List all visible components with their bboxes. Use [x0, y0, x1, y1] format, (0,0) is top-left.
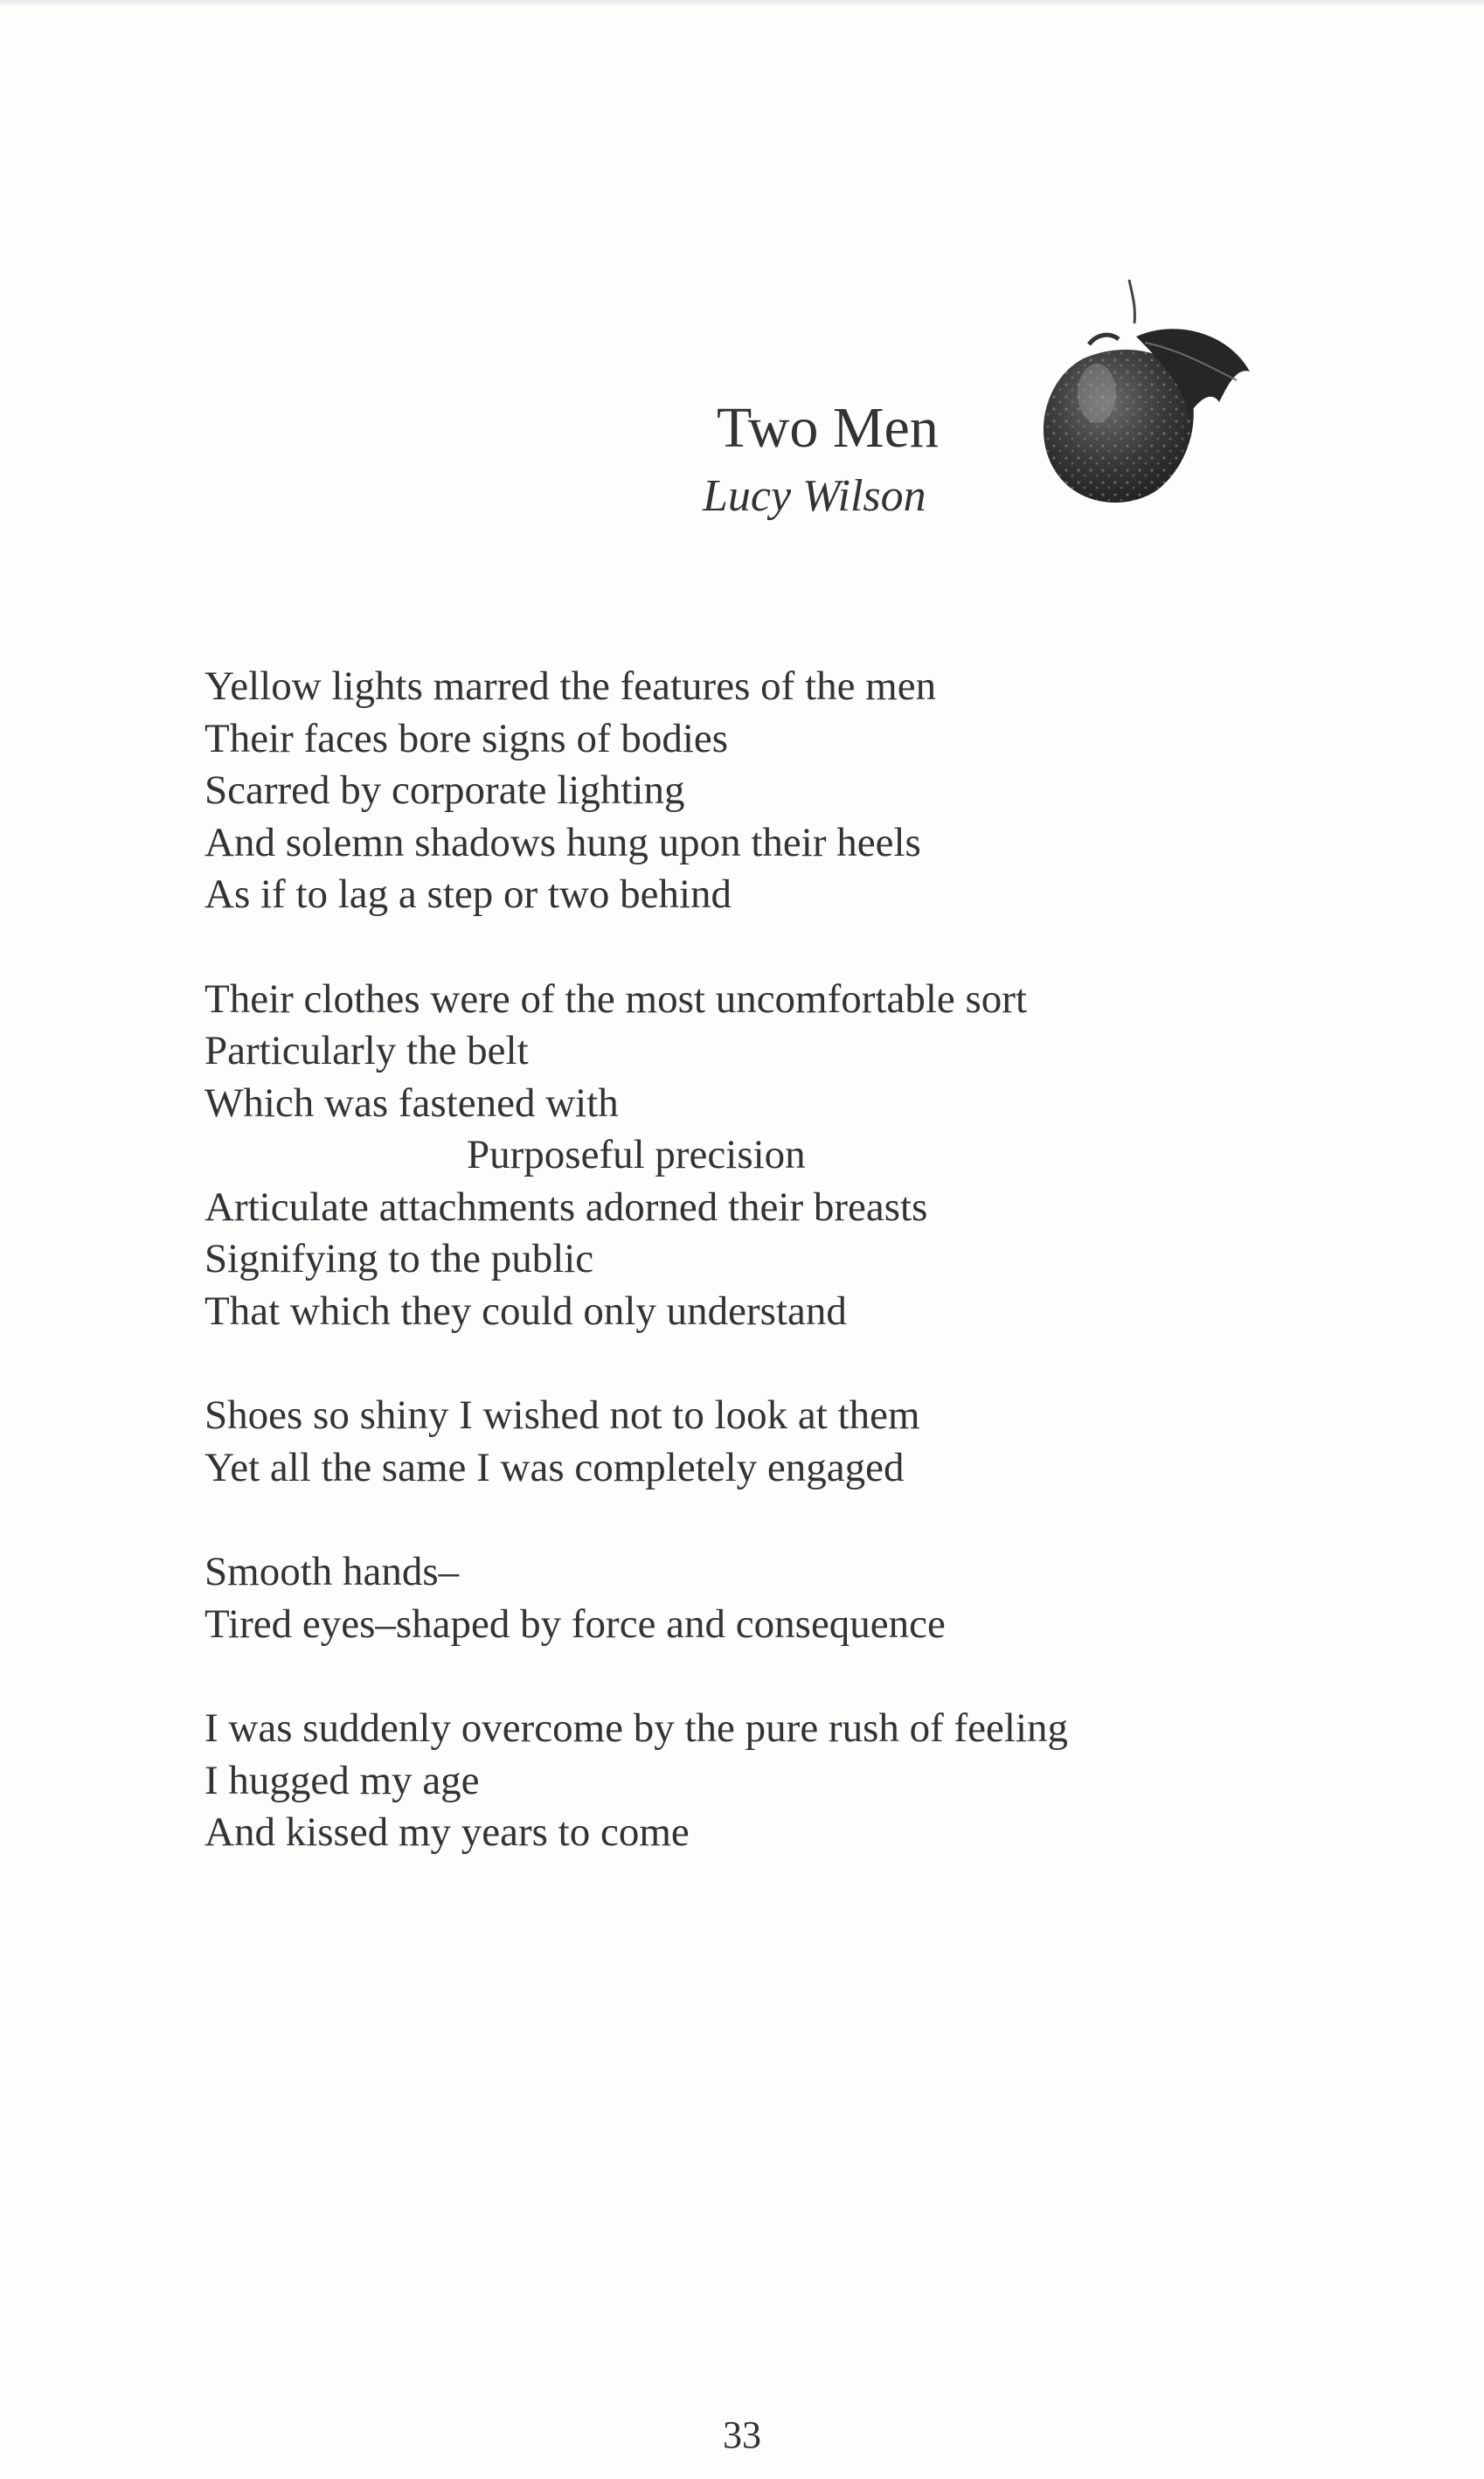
poem-line: Shoes so shiny I wished not to look at them: [205, 1392, 920, 1438]
poem-line: Tired eyes–shaped by force and consequence: [205, 1601, 946, 1647]
poem-line: As if to lag a step or two behind: [205, 871, 732, 917]
poem-line: That which they could only understand: [205, 1288, 847, 1334]
stanza: [205, 1390, 1341, 1494]
poem-line: I was suddenly overcome by the pure rush of feeling: [205, 1705, 1069, 1751]
stanza: [205, 661, 1341, 921]
poem-line: Scarred by corporate lighting: [205, 767, 685, 813]
stanza: [205, 1703, 1341, 1859]
page-edge: [0, 0, 1484, 7]
poem-line: Which was fastened with: [205, 1080, 619, 1126]
poem-line: Particularly the belt: [205, 1028, 529, 1073]
poem-title: Two Men: [717, 396, 939, 460]
poem-line: Yet all the same I was completely engaged: [205, 1444, 905, 1490]
poem-line: I hugged my age: [205, 1757, 480, 1803]
strawberry-icon: [1014, 271, 1276, 516]
poem-line: Their clothes were of the most uncomfortable sort: [205, 976, 1028, 1022]
poem-line: Smooth hands–: [205, 1549, 460, 1594]
poem-line: And kissed my years to come: [205, 1809, 690, 1855]
poem-body: [205, 661, 1341, 1912]
poem-author: Lucy Wilson: [703, 471, 926, 521]
poem-line: Articulate attachments adorned their breasts: [205, 1184, 928, 1230]
page-number: 33: [723, 2413, 761, 2456]
stanza: [205, 1546, 1341, 1650]
poem-line: Purposeful precision: [467, 1132, 806, 1177]
poem-line: And solemn shadows hung upon their heels: [205, 819, 921, 865]
poem-line: Signifying to the public: [205, 1236, 594, 1281]
poem-line: Yellow lights marred the features of the men: [205, 663, 937, 709]
stanza: [205, 974, 1341, 1338]
poem-line: Their faces bore signs of bodies: [205, 715, 729, 761]
